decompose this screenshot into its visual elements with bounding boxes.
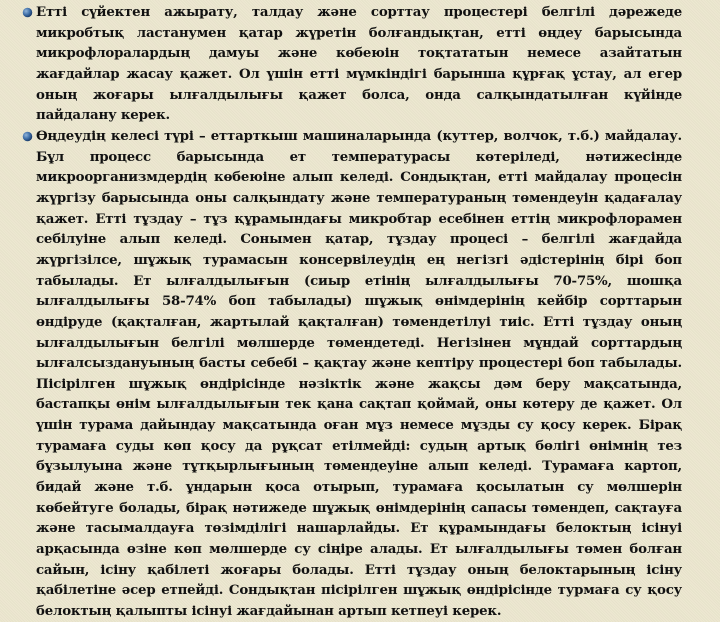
bullet-paragraph-2	[36, 126, 682, 622]
bullet-dot-icon	[22, 7, 33, 18]
bullet-paragraph-1	[36, 2, 682, 126]
bullet-text-2: Өңдеудің келесі түрі – еттарткыш машиналарында (куттер, волчок, т.б.) майдалау. Бұл процесс барысында ет температурасы көтеріледі, нәтижесінде микроорганизмдердің көбеюіне алып келеді. Сондықтан, етті майдалау процесін жүргізу барысында оны салқындату және температураның төмендеуін қадағалау қажет. Етті тұздау – тұз құрамындағы микробтар есебінен еттің микрофлорамен себілуіне алып келеді. Сонымен қатар, тұздау процесі – белгілі жағдайда жүргізілсе, шұжық турамасын консервілеудің ең негізгі әдістерінің бірі боп табылады. Ет ылғалдылығын (сиыр етінің ылғалдылығы 70-75%, шошқа ылғалдылығы 58-74% боп табылады) шұжық өнімдерінің кейбір сорттарын өндіруде (қақталған, жартылай қақталған) төмендетілуі тиіс. Етті тұздау оның ылғалдылығын белгілі мөлшерде төмендетеді. Негізінен мұндай сорттардың ылғалсыздануының басты себебі – қақтау және кептіру процестері боп табылады. Пісірілген шұжық өндірісінде нәзіктік және жақсы дәм беру мақсатында, бастапқы өнім ылғалдылығын тек қана сақтап қоймай, оны көтеру де қажет. Ол үшін турама дайындау мақсатында оған мұз немесе мұзды су қосу керек. Бірақ турамаға суды көп қосу да рұқсат етілмейді: судың артық бөлігі өнімнің тез бұзылуына және тұтқырлығының төмендеуіне алып келеді. Турамаға картоп, бидай және т.б. ұндарын қоса отырып, турамаға қосылатын су мөлшерін көбейтуге болады, бірақ нәтижеде шұжық өнімдерінің сапасы төмендеп, сақтауға және тасымалдауға төзімділігі нашарлайды. Ет құрамындағы белоктың ісінуі арқасында өзіне көп мөлшерде су сіңіре алады. Ет ылғалдылығы төмен болған сайын, ісіну қабілеті жоғары болады. Етті тұздау оның белоктарының ісіну қабілетіне әсер етпейді. Сондықтан пісірілген шұжық өндірісінде турмаға су қосу белоктың қалыпты ісінуі жағдайынан артып кетпеуі керек.	[36, 127, 682, 620]
bullet-dot-icon	[22, 131, 33, 142]
bullet-text-1: Етті сүйектен ажырату, талдау және сорттау процестері белгілі дәрежеде микробтық ластанумен қатар жүретін болғандықтан, етті өңдеу барысында микрофлоралардың дамуы және көбеюін тоқтататын немесе азайтатын жағдайлар жасау қажет. Ол үшін етті мүмкіндігі барынша құрғақ ұстау, ал егер оның жоғары ылғалдылығы қажет болса, онда салқындатылған күйінде пайдалану керек.	[36, 4, 682, 124]
